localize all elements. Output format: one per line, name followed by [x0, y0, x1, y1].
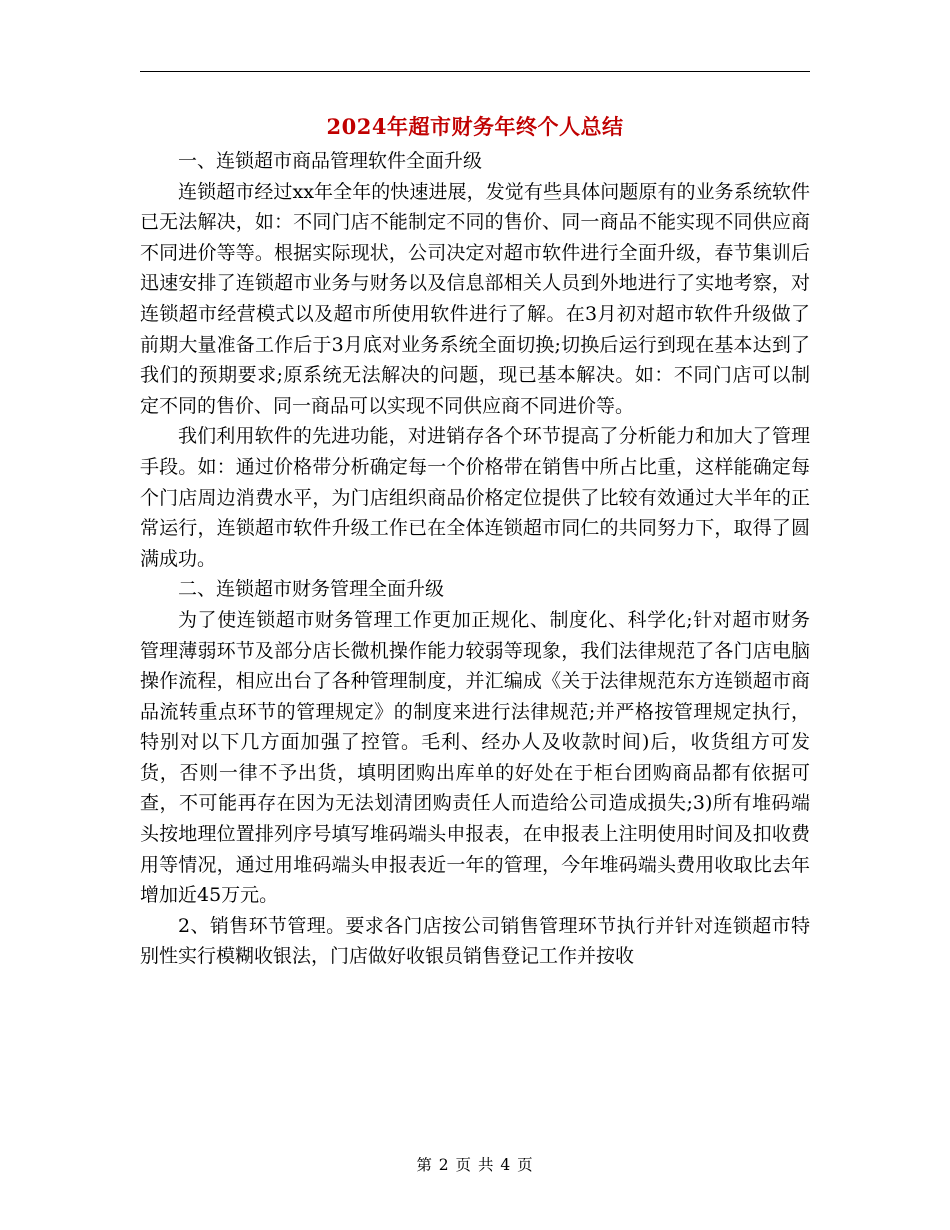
section-heading-2: 二、连锁超市财务管理全面升级 — [178, 578, 445, 601]
page-number: 第 2 页 共 4 页 — [416, 1156, 534, 1174]
header-rule — [140, 71, 810, 72]
body-paragraph: 为了使连锁超市财务管理工作更加正规化、制度化、科学化;针对超市财务管理薄弱环节及部分店长微机操作能力较弱等现象，我们法律规范了各门店电脑操作流程，相应出台了各种管理制度，并汇编成《关于法律规范东方连锁超市商品流转重点环节的管理规定》的制度来进行法律规范;并严格按管理规定执行，特别对以下几方面加强了控管。毛利、经办人及收款时间)后，收货组方可发货，否则一律不予出货，填明团购出库单的好处在于柜台团购商品都有依据可查，不可能再存在因为无法划清团购责任人而造给公司造成损失;3)所有堆码端头按地理位置排列序号填写堆码端头申报表，在申报表上注明使用时间及扣收费用等情况，通过用堆码端头申报表近一年的管理，今年堆码端头费用收取比去年增加近45万元。 — [140, 608, 810, 907]
body-paragraph: 2、销售环节管理。要求各门店按公司销售管理环节执行并针对连锁超市特别性实行模糊收银法，门店做好收银员销售登记工作并按收 — [140, 914, 810, 968]
document-title: 2024年超市财务年终个人总结 — [326, 114, 624, 139]
body-paragraph: 连锁超市经过xx年全年的快速进展，发觉有些具体问题原有的业务系统软件已无法解决，如：不同门店不能制定不同的售价、同一商品不能实现不同供应商不同进价等等。根据实际现状，公司决定对超市软件进行全面升级，春节集训后迅速安排了连锁超市业务与财务以及信息部相关人员到外地进行了实地考察，对连锁超市经营模式以及超市所使用软件进行了解。在3月初对超市软件升级做了前期大量准备工作后于3月底对业务系统全面切换;切换后运行到现在基本达到了我们的预期要求;原系统无法解决的问题，现已基本解决。如：不同门店可以制定不同的售价、同一商品可以实现不同供应商不同进价等。 — [140, 180, 810, 417]
section-heading-1: 一、连锁超市商品管理软件全面升级 — [178, 150, 483, 172]
document-body — [140, 146, 810, 972]
body-paragraph: 我们利用软件的先进功能，对进销存各个环节提高了分析能力和加大了管理手段。如：通过价格带分析确定每一个价格带在销售中所占比重，这样能确定每个门店周边消费水平，为门店组织商品价格定位提供了比较有效通过大半年的正常运行，连锁超市软件升级工作已在全体连锁超市同仁的共同努力下，取得了圆满成功。 — [140, 425, 810, 570]
